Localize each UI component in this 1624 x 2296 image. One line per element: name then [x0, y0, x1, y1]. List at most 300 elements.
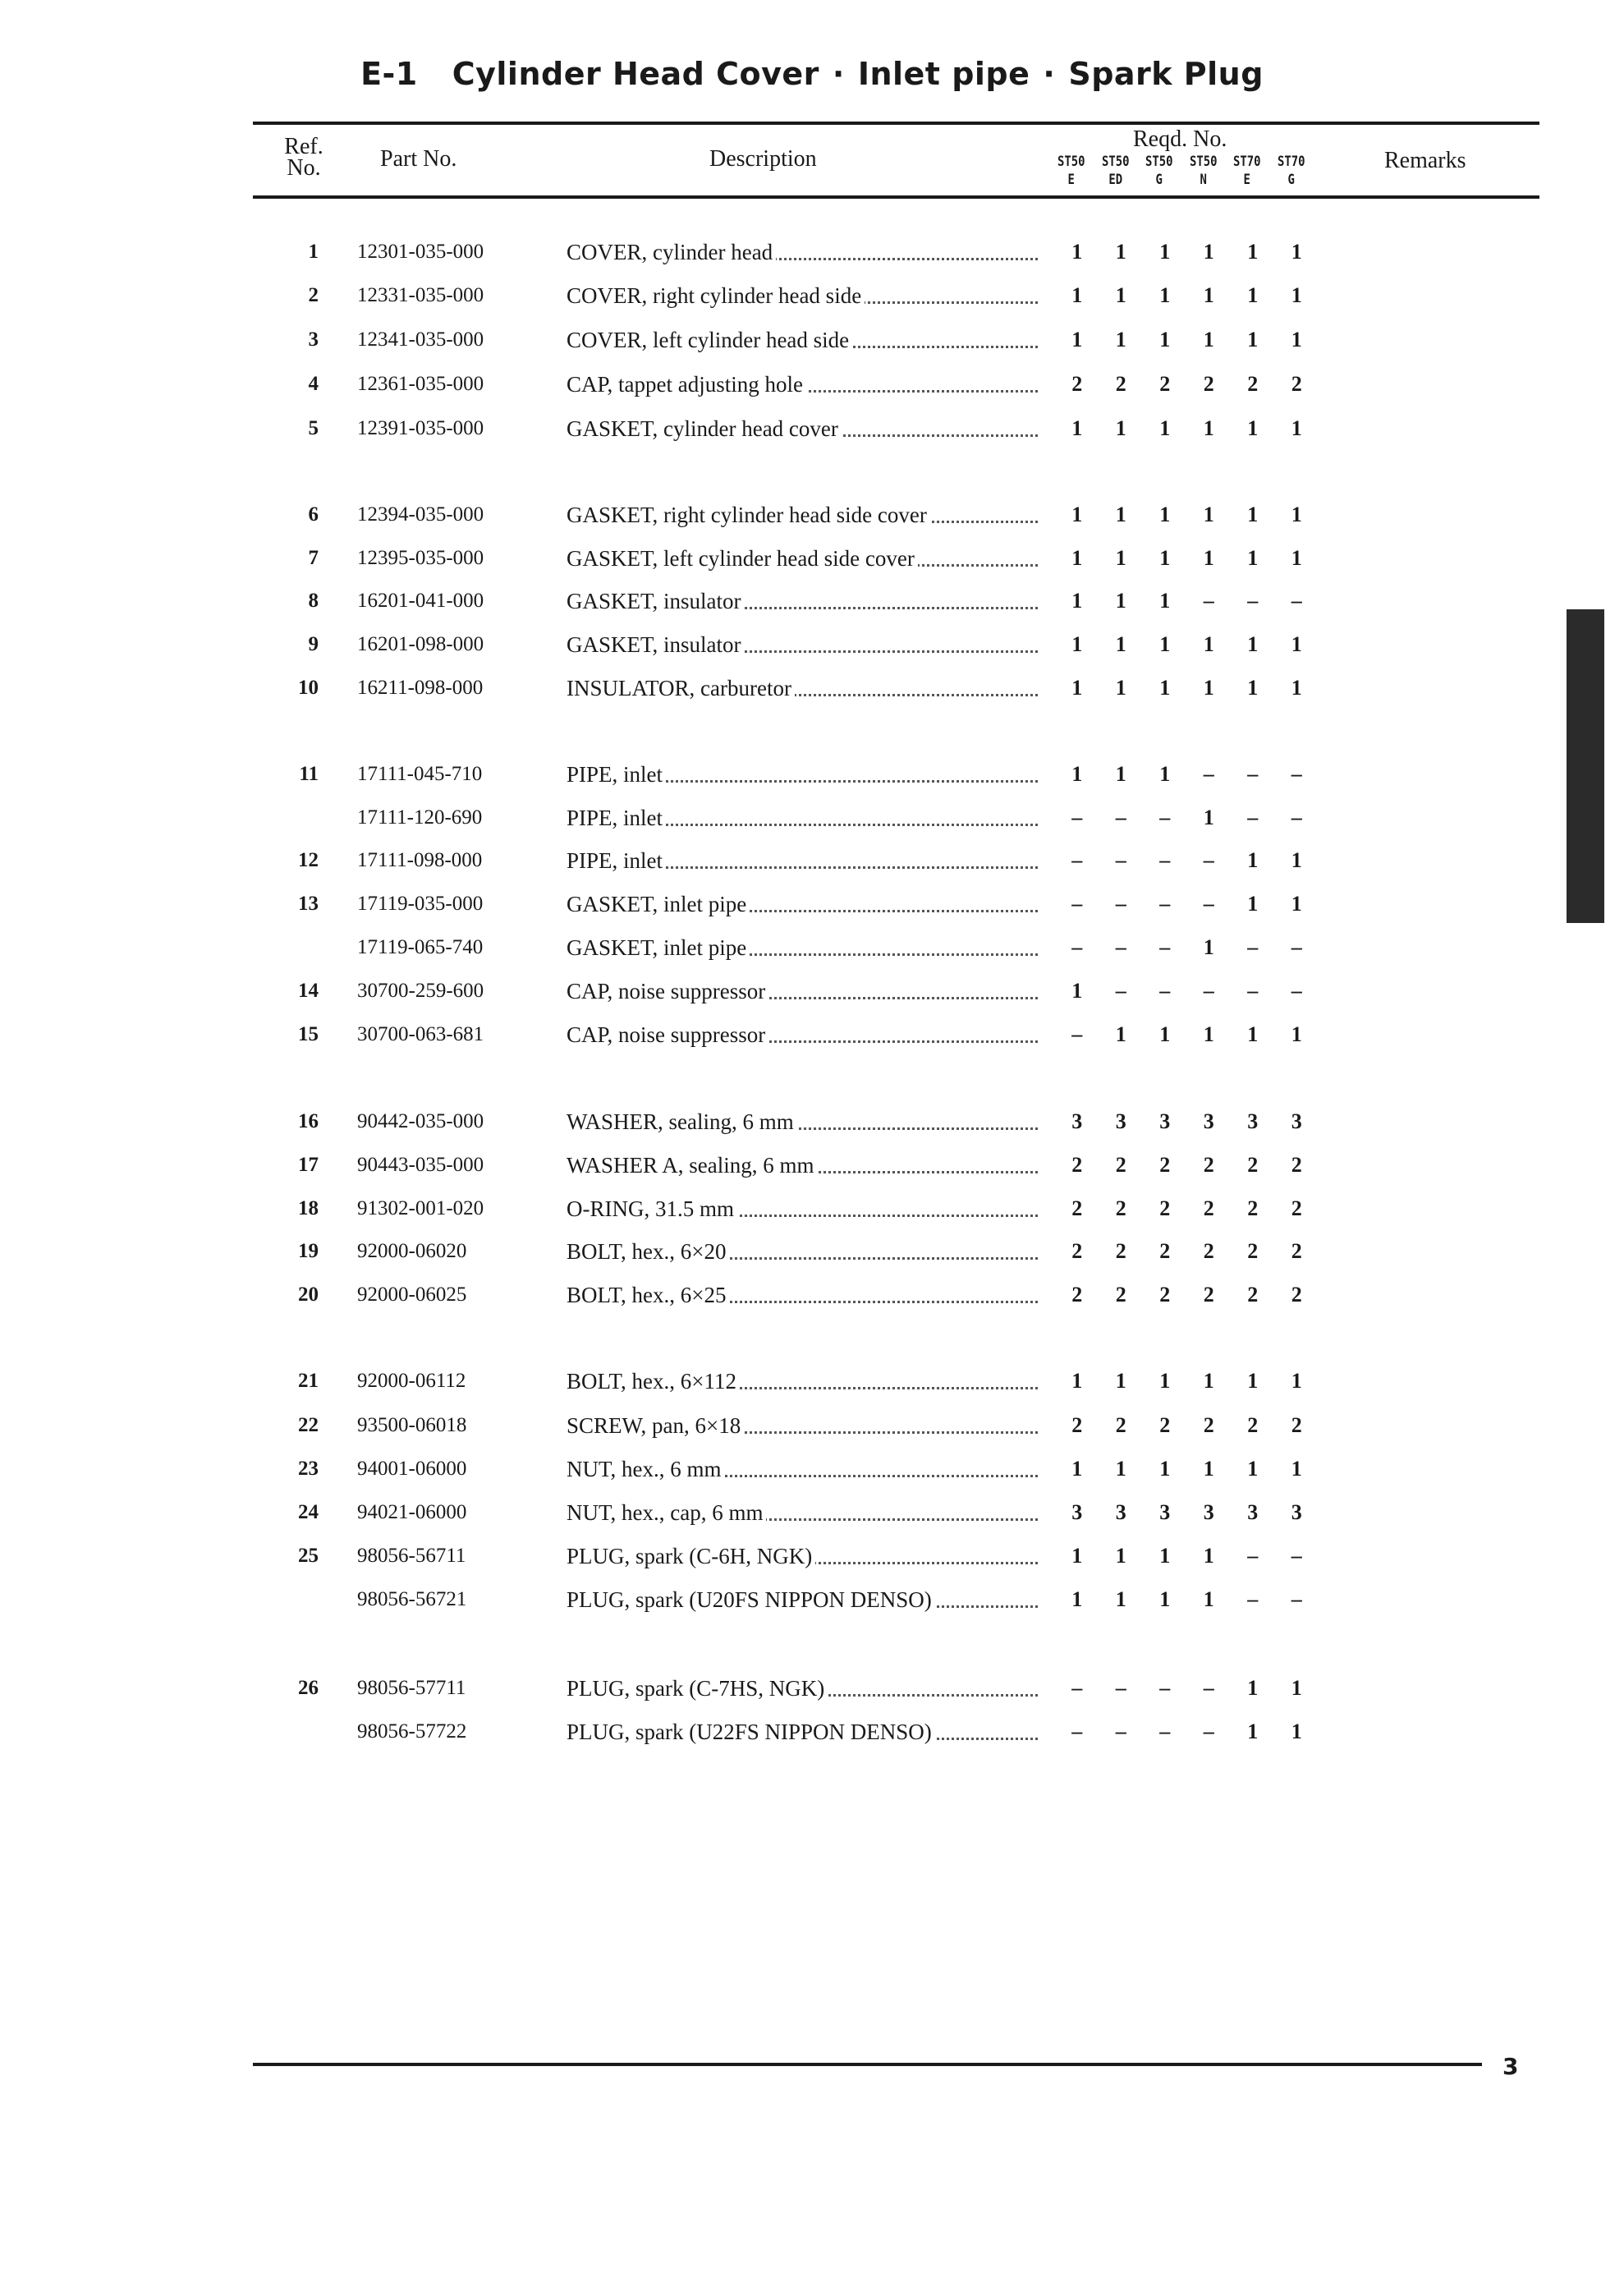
quantity-cell: –	[1247, 762, 1259, 786]
part-no-cell: 16201-098-000	[357, 633, 484, 655]
quantity-cell: 2	[1247, 1196, 1259, 1220]
quantity-cell: 3	[1115, 1500, 1126, 1524]
quantity-cell: –	[1291, 1587, 1302, 1611]
quantity-cell: 1	[1071, 762, 1083, 786]
quantity-cell: 1	[1071, 503, 1083, 526]
quantity-cell: 1	[1291, 546, 1302, 570]
title-part-3: Spark Plug	[1068, 56, 1264, 92]
description-text: BOLT, hex., 6×25	[567, 1283, 729, 1307]
quantity-cell: 1	[1159, 546, 1171, 570]
model-column-header	[1229, 153, 1265, 189]
part-no-cell: 17119-065-740	[357, 936, 484, 958]
quantity-cell: –	[1071, 1676, 1083, 1700]
quantity-cell: 1	[1071, 1457, 1083, 1481]
quantity-cell: 2	[1159, 1413, 1171, 1437]
page-number: 3	[1502, 2053, 1519, 2080]
model-column-header	[1273, 153, 1309, 189]
description-cell	[567, 1195, 1038, 1223]
quantity-cell: 1	[1203, 1587, 1214, 1611]
description-cell	[567, 674, 1038, 702]
quantity-cell: 1	[1159, 1457, 1171, 1481]
ref-no-cell: 13	[298, 893, 319, 915]
quantity-cell: –	[1247, 806, 1259, 829]
quantity-cell: 2	[1203, 1153, 1214, 1177]
quantity-cell: 1	[1071, 1544, 1083, 1568]
quantity-cell: –	[1115, 848, 1126, 872]
part-no-cell: 98056-56711	[357, 1545, 466, 1567]
part-no-cell: 90443-035-000	[357, 1154, 484, 1176]
description-text: PIPE, inlet	[567, 848, 666, 873]
quantity-cell: 1	[1291, 1720, 1302, 1743]
ref-no-cell: 20	[298, 1283, 319, 1306]
quantity-cell: –	[1115, 806, 1126, 829]
description-text: PLUG, spark (C-6H, NGK)	[567, 1544, 815, 1568]
quantity-cell: 3	[1247, 1109, 1259, 1133]
table-row	[0, 501, 1624, 529]
ref-no-cell: 1	[308, 241, 319, 263]
quantity-cell: 2	[1291, 1196, 1302, 1220]
description-cell	[567, 977, 1038, 1005]
part-no-cell: 12394-035-000	[357, 503, 484, 526]
description-text: PLUG, spark (C-7HS, NGK)	[567, 1676, 828, 1701]
quantity-cell: 1	[1247, 892, 1259, 916]
quantity-cell: –	[1115, 892, 1126, 916]
quantity-cell: 1	[1071, 1369, 1083, 1393]
table-row	[0, 1718, 1624, 1746]
quantity-cell: 2	[1247, 372, 1259, 396]
model-name: ST50	[1145, 154, 1173, 170]
quantity-cell: 3	[1071, 1500, 1083, 1524]
quantity-cell: –	[1203, 979, 1214, 1003]
table-row	[0, 415, 1624, 443]
quantity-cell: 2	[1159, 1153, 1171, 1177]
ref-no-cell: 25	[298, 1545, 319, 1567]
quantity-cell: 1	[1247, 503, 1259, 526]
table-row	[0, 1238, 1624, 1265]
description-text: GASKET, inlet pipe	[567, 892, 750, 916]
description-text: GASKET, left cylinder head side cover	[567, 546, 918, 571]
table-row	[0, 282, 1624, 310]
part-no-cell: 94021-06000	[357, 1501, 467, 1523]
quantity-cells	[1055, 1455, 1319, 1483]
quantity-cell: 1	[1291, 503, 1302, 526]
quantity-cells	[1055, 1412, 1319, 1440]
description-text: COVER, right cylinder head side	[567, 283, 865, 308]
quantity-cell: 2	[1159, 372, 1171, 396]
quantity-cell: –	[1071, 892, 1083, 916]
part-no-cell: 12341-035-000	[357, 328, 484, 351]
part-no-cell: 30700-063-681	[357, 1023, 484, 1045]
quantity-cells	[1055, 847, 1319, 875]
quantity-cell: –	[1071, 806, 1083, 829]
quantity-cell: –	[1203, 1720, 1214, 1743]
quantity-cell: –	[1115, 1676, 1126, 1700]
table-row	[0, 847, 1624, 875]
part-no-cell: 12395-035-000	[357, 547, 484, 569]
model-column-header	[1097, 153, 1133, 189]
quantity-cell: 3	[1159, 1500, 1171, 1524]
model-variant: N	[1200, 172, 1207, 188]
table-row	[0, 1195, 1624, 1223]
ref-no-cell: 4	[308, 373, 319, 395]
quantity-cell: 1	[1291, 416, 1302, 440]
ref-no-cell: 14	[298, 980, 319, 1002]
quantity-cell: 1	[1159, 283, 1171, 307]
model-name: ST70	[1232, 154, 1261, 170]
model-column-header	[1185, 153, 1221, 189]
section-index-tab	[1567, 609, 1604, 923]
description-cell	[567, 501, 1038, 529]
quantity-cells	[1055, 501, 1319, 529]
table-row	[0, 1021, 1624, 1049]
ref-no-header: Ref. No.	[284, 134, 323, 181]
table-row	[0, 1674, 1624, 1702]
quantity-cell: 1	[1291, 328, 1302, 351]
ref-no-cell: 15	[298, 1023, 319, 1045]
part-no-header: Part No.	[380, 146, 457, 172]
quantity-cell: –	[1115, 1720, 1126, 1743]
quantity-cell: 1	[1247, 1369, 1259, 1393]
quantity-cell: 2	[1291, 1153, 1302, 1177]
quantity-cell: 1	[1159, 762, 1171, 786]
description-cell	[567, 1455, 1038, 1483]
quantity-cells	[1055, 415, 1319, 443]
ref-no-cell: 6	[308, 503, 319, 526]
quantity-cells	[1055, 282, 1319, 310]
description-text: WASHER, sealing, 6 mm	[567, 1109, 797, 1134]
quantity-cells	[1055, 890, 1319, 918]
quantity-cell: 3	[1159, 1109, 1171, 1133]
quantity-cell: –	[1291, 589, 1302, 613]
part-no-cell: 91302-001-020	[357, 1197, 484, 1219]
quantity-cell: 1	[1159, 1022, 1171, 1046]
description-cell	[567, 326, 1038, 354]
description-text: SCREW, pan, 6×18	[567, 1413, 744, 1438]
description-text: O-RING, 31.5 mm	[567, 1196, 737, 1221]
header-top-rule	[253, 122, 1539, 125]
quantity-cell: 1	[1203, 632, 1214, 656]
quantity-cell: 2	[1203, 1196, 1214, 1220]
quantity-cells	[1055, 370, 1319, 398]
quantity-cell: 1	[1115, 589, 1126, 613]
quantity-cell: 1	[1115, 1457, 1126, 1481]
table-row	[0, 890, 1624, 918]
quantity-cell: 1	[1115, 283, 1126, 307]
description-header: Description	[709, 146, 817, 172]
quantity-cell: 1	[1071, 632, 1083, 656]
quantity-cell: 1	[1247, 328, 1259, 351]
quantity-cell: 2	[1115, 1283, 1126, 1306]
quantity-cell: –	[1247, 1587, 1259, 1611]
quantity-cell: 1	[1115, 1022, 1126, 1046]
description-cell	[567, 238, 1038, 266]
quantity-cell: 1	[1203, 1457, 1214, 1481]
quantity-cells	[1055, 674, 1319, 702]
quantity-cell: 1	[1159, 240, 1171, 264]
description-cell	[567, 370, 1038, 398]
quantity-cell: 1	[1159, 632, 1171, 656]
quantity-cell: 1	[1115, 632, 1126, 656]
description-text: GASKET, cylinder head cover	[567, 416, 842, 441]
description-cell	[567, 587, 1038, 615]
model-columns-header	[1049, 153, 1313, 189]
quantity-cell: 3	[1291, 1500, 1302, 1524]
quantity-cell: –	[1203, 762, 1214, 786]
model-variant: G	[1287, 172, 1295, 188]
quantity-cell: –	[1115, 979, 1126, 1003]
quantity-cell: 2	[1247, 1153, 1259, 1177]
description-cell	[567, 1238, 1038, 1265]
ref-no-cell: 10	[298, 677, 319, 699]
part-no-cell: 90442-035-000	[357, 1110, 484, 1132]
quantity-cell: –	[1247, 589, 1259, 613]
quantity-cell: 2	[1071, 1239, 1083, 1263]
table-row	[0, 238, 1624, 266]
quantity-cell: –	[1291, 935, 1302, 959]
quantity-cell: 1	[1071, 676, 1083, 700]
quantity-cell: –	[1115, 935, 1126, 959]
part-no-cell: 12301-035-000	[357, 241, 484, 263]
quantity-cell: 1	[1247, 240, 1259, 264]
description-cell	[567, 1586, 1038, 1614]
model-column-header	[1141, 153, 1177, 189]
table-row	[0, 1542, 1624, 1570]
quantity-cell: 1	[1291, 240, 1302, 264]
quantity-cell: 1	[1247, 1457, 1259, 1481]
quantity-cell: 2	[1291, 1239, 1302, 1263]
quantity-cell: 3	[1203, 1109, 1214, 1133]
description-text: BOLT, hex., 6×112	[567, 1369, 740, 1394]
quantity-cells	[1055, 1238, 1319, 1265]
section-code: E-1	[360, 56, 418, 92]
description-text: GASKET, insulator	[567, 589, 744, 613]
quantity-cells	[1055, 1151, 1319, 1179]
quantity-cell: –	[1203, 589, 1214, 613]
table-row	[0, 587, 1624, 615]
quantity-cell: 1	[1291, 848, 1302, 872]
model-column-header	[1053, 153, 1090, 189]
quantity-cells	[1055, 760, 1319, 788]
part-no-cell: 30700-259-600	[357, 980, 484, 1002]
quantity-cell: 1	[1071, 589, 1083, 613]
description-text: INSULATOR, carburetor	[567, 676, 795, 700]
page-title	[0, 56, 1624, 92]
quantity-cell: 1	[1203, 676, 1214, 700]
part-no-cell: 12331-035-000	[357, 284, 484, 306]
quantity-cell: 1	[1071, 328, 1083, 351]
quantity-cell: 1	[1159, 1587, 1171, 1611]
quantity-cell: 1	[1247, 416, 1259, 440]
table-row	[0, 544, 1624, 572]
quantity-cell: –	[1159, 848, 1171, 872]
quantity-cells	[1055, 1718, 1319, 1746]
description-cell	[567, 631, 1038, 659]
quantity-cell: 1	[1159, 503, 1171, 526]
quantity-cell: 2	[1071, 1283, 1083, 1306]
description-text: BOLT, hex., 6×20	[567, 1239, 729, 1264]
description-text: NUT, hex., cap, 6 mm	[567, 1500, 766, 1525]
description-cell	[567, 1367, 1038, 1395]
table-row	[0, 1367, 1624, 1395]
ref-no-cell: 23	[298, 1458, 319, 1480]
ref-no-cell: 24	[298, 1501, 319, 1523]
part-no-cell: 92000-06020	[357, 1240, 467, 1262]
part-no-cell: 17111-120-690	[357, 806, 483, 829]
quantity-cell: 2	[1159, 1196, 1171, 1220]
quantity-cell: 1	[1115, 762, 1126, 786]
quantity-cell: 3	[1115, 1109, 1126, 1133]
description-cell	[567, 1674, 1038, 1702]
quantity-cell: 2	[1291, 372, 1302, 396]
description-cell	[567, 1499, 1038, 1527]
quantity-cell: –	[1247, 979, 1259, 1003]
quantity-cell: –	[1159, 806, 1171, 829]
quantity-cell: 2	[1159, 1283, 1171, 1306]
part-no-cell: 98056-57711	[357, 1677, 466, 1699]
quantity-cell: 1	[1291, 1022, 1302, 1046]
ref-no-cell: 11	[299, 763, 319, 785]
table-row	[0, 1151, 1624, 1179]
description-cell	[567, 804, 1038, 832]
quantity-cell: 2	[1203, 372, 1214, 396]
part-no-cell: 12361-035-000	[357, 373, 484, 395]
quantity-cell: 2	[1115, 1196, 1126, 1220]
table-row	[0, 1108, 1624, 1136]
description-cell	[567, 1151, 1038, 1179]
quantity-cell: 1	[1115, 546, 1126, 570]
quantity-cell: 1	[1203, 283, 1214, 307]
part-no-cell: 17119-035-000	[357, 893, 484, 915]
quantity-cell: 1	[1203, 503, 1214, 526]
quantity-cells	[1055, 1542, 1319, 1570]
quantity-cell: 1	[1115, 240, 1126, 264]
description-cell	[567, 890, 1038, 918]
quantity-cell: 1	[1203, 240, 1214, 264]
quantity-cell: 1	[1115, 1587, 1126, 1611]
quantity-cells	[1055, 1586, 1319, 1614]
quantity-cell: 3	[1071, 1109, 1083, 1133]
quantity-cells	[1055, 238, 1319, 266]
description-text: CAP, noise suppressor	[567, 979, 768, 1003]
quantity-cell: 1	[1115, 416, 1126, 440]
model-name: ST70	[1277, 154, 1305, 170]
quantity-cell: –	[1071, 848, 1083, 872]
quantity-cells	[1055, 1674, 1319, 1702]
quantity-cell: 2	[1203, 1239, 1214, 1263]
quantity-cell: 1	[1203, 416, 1214, 440]
model-variant: G	[1155, 172, 1163, 188]
part-no-cell: 92000-06112	[357, 1370, 466, 1392]
model-name: ST50	[1057, 154, 1085, 170]
quantity-cell: 1	[1071, 283, 1083, 307]
title-separator-1: ·	[832, 56, 845, 92]
description-text: GASKET, right cylinder head side cover	[567, 503, 930, 527]
description-cell	[567, 1281, 1038, 1309]
part-no-cell: 12391-035-000	[357, 417, 484, 439]
part-no-cell: 17111-045-710	[357, 763, 483, 785]
quantity-cell: –	[1291, 1544, 1302, 1568]
part-no-cell: 92000-06025	[357, 1283, 467, 1306]
table-row	[0, 674, 1624, 702]
quantity-cell: 2	[1247, 1239, 1259, 1263]
quantity-cell: 1	[1071, 1587, 1083, 1611]
header-bottom-rule	[253, 195, 1539, 199]
quantity-cells	[1055, 1499, 1319, 1527]
quantity-cell: 1	[1291, 283, 1302, 307]
quantity-cell: 1	[1159, 416, 1171, 440]
quantity-cell: 1	[1159, 1544, 1171, 1568]
title-separator-2: ·	[1043, 56, 1056, 92]
description-text: WASHER A, sealing, 6 mm	[567, 1153, 818, 1178]
footer-rule	[253, 2063, 1482, 2066]
quantity-cell: 1	[1247, 848, 1259, 872]
quantity-cell: 2	[1291, 1283, 1302, 1306]
quantity-cell: 1	[1203, 328, 1214, 351]
table-row	[0, 977, 1624, 1005]
description-text: CAP, noise suppressor	[567, 1022, 768, 1047]
quantity-cell: 2	[1203, 1283, 1214, 1306]
ref-no-cell: 12	[298, 849, 319, 871]
quantity-cell: 1	[1203, 1544, 1214, 1568]
quantity-cell: 1	[1071, 979, 1083, 1003]
quantity-cell: 3	[1247, 1500, 1259, 1524]
table-row	[0, 760, 1624, 788]
model-variant: ED	[1108, 172, 1122, 188]
quantity-cell: 2	[1247, 1283, 1259, 1306]
quantity-cell: 1	[1115, 1544, 1126, 1568]
quantity-cell: 1	[1159, 589, 1171, 613]
quantity-cell: 1	[1071, 240, 1083, 264]
description-text: COVER, left cylinder head side	[567, 328, 852, 352]
quantity-cells	[1055, 804, 1319, 832]
ref-no-cell: 18	[298, 1197, 319, 1219]
description-text: PIPE, inlet	[567, 762, 666, 787]
ref-no-cell: 26	[298, 1677, 319, 1699]
part-no-cell: 93500-06018	[357, 1414, 467, 1436]
description-text: CAP, tappet adjusting hole	[567, 372, 806, 397]
quantity-cell: 2	[1115, 1413, 1126, 1437]
quantity-cell: –	[1291, 762, 1302, 786]
quantity-cell: –	[1071, 1022, 1083, 1046]
quantity-cell: 1	[1159, 676, 1171, 700]
description-cell	[567, 1718, 1038, 1746]
ref-no-cell: 8	[308, 590, 319, 612]
quantity-cell: 1	[1291, 1457, 1302, 1481]
ref-no-cell: 19	[298, 1240, 319, 1262]
quantity-cell: 1	[1203, 1022, 1214, 1046]
quantity-cell: 1	[1247, 283, 1259, 307]
quantity-cell: –	[1291, 979, 1302, 1003]
description-cell	[567, 1108, 1038, 1136]
ref-no-cell: 9	[308, 633, 319, 655]
part-no-cell: 16201-041-000	[357, 590, 484, 612]
quantity-cell: 1	[1115, 503, 1126, 526]
ref-no-cell: 2	[308, 284, 319, 306]
quantity-cell: –	[1159, 935, 1171, 959]
quantity-cell: 2	[1115, 1153, 1126, 1177]
quantity-cell: 1	[1115, 676, 1126, 700]
model-variant: E	[1243, 172, 1250, 188]
ref-no-cell: 21	[298, 1370, 319, 1392]
quantity-cell: 1	[1071, 546, 1083, 570]
quantity-cell: 2	[1291, 1413, 1302, 1437]
table-row	[0, 1412, 1624, 1440]
quantity-cell: 1	[1159, 328, 1171, 351]
quantity-cell: –	[1203, 1676, 1214, 1700]
description-cell	[567, 282, 1038, 310]
quantity-cell: 1	[1247, 632, 1259, 656]
ref-no-cell: 16	[298, 1110, 319, 1132]
